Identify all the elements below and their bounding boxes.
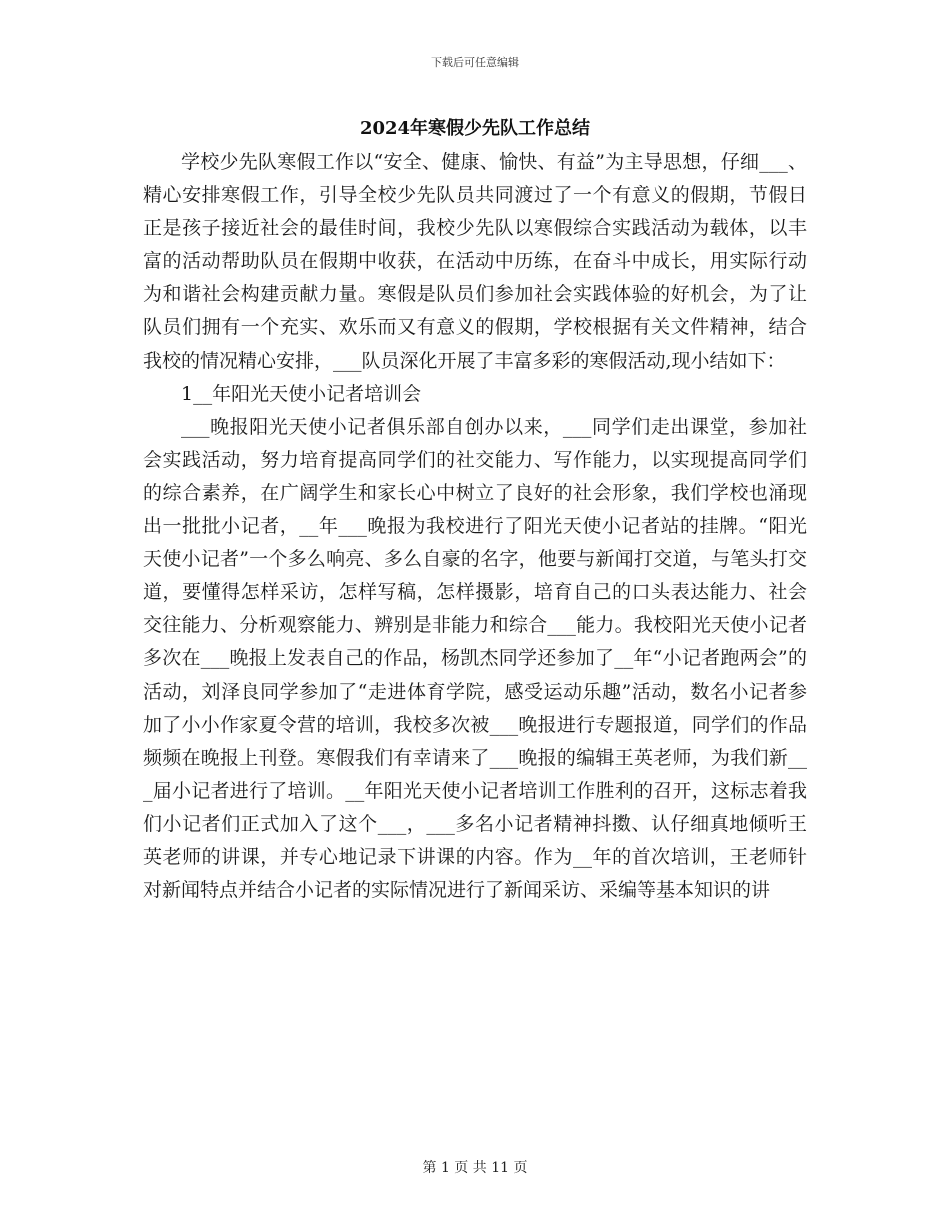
- document-body: [143, 146, 807, 907]
- paragraph-intro: 学校少先队寒假工作以“安全、健康、愉快、有益”为主导思想，仔细___、精心安排寒假工作，引导全校少先队员共同渡过了一个有意义的假期，节假日正是孩子接近社会的最佳时间，我校少先队以寒假综合实践活动为载体，以丰富的活动帮助队员在假期中收获，在活动中历练，在奋斗中成长，用实际行动为和谐社会构建贡献力量。寒假是队员们参加社会实践体验的好机会，为了让队员们拥有一个充实、欢乐而又有意义的假期，学校根据有关文件精神，结合我校的情况精心安排，___队员深化开展了丰富多彩的寒假活动,现小结如下：: [143, 151, 807, 372]
- section-heading: 1__年阳光天使小记者培训会: [181, 382, 422, 405]
- header-note: 下载后可任意编辑: [431, 56, 519, 69]
- document-title: 2024年寒假少先队工作总结: [359, 118, 591, 139]
- paragraph-reporter-training: ___晚报阳光天使小记者俱乐部自创办以来，___同学们走出课堂，参加社会实践活动，努力培育提高同学们的社交能力、写作能力，以实现提高同学们的综合素养，在广阔学生和家长心中树立了良好的社会形象，我们学校也涌现出一批批小记者，__年___晚报为我校进行了阳光天使小记者站的挂牌。“阳光天使小记者”一个多么响亮、多么自豪的名字，他要与新闻打交道，与笔头打交道，要懂得怎样采访，怎样写稿，怎样摄影，培育自己的口头表达能力、社会交往能力、分析观察能力、辨别是非能力和综合___能力。我校阳光天使小记者多次在___晚报上发表自己的作品，杨凯杰同学还参加了__年“小记者跑两会”的活动，刘泽良同学参加了“走进体育学院，感受运动乐趣”活动，数名小记者参加了小小作家夏令营的培训，我校多次被___晚报进行专题报道，同学们的作品频频在晚报上刊登。寒假我们有幸请来了___晚报的编辑王英老师，为我们新___届小记者进行了培训。__年阳光天使小记者培训工作胜利的召开，这标志着我们小记者们正式加入了这个___，___多名小记者精神抖擞、认仔细真地倾听王英老师的讲课，并专心地记录下讲课的内容。作为__年的首次培训，王老师针对新闻特点并结合小记者的实际情况进行了新闻采访、采编等基本知识的讲: [143, 415, 807, 902]
- page-number: 第 1 页 共 11 页: [422, 1160, 528, 1176]
